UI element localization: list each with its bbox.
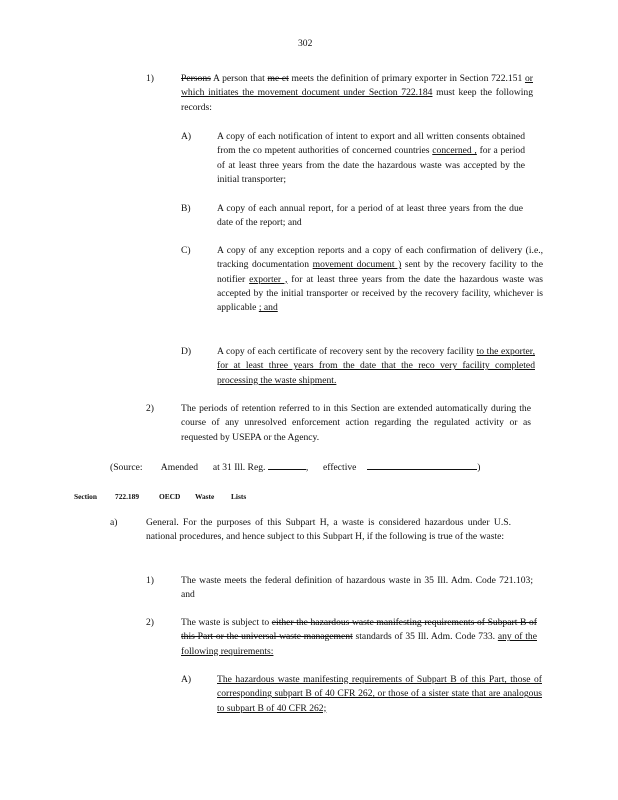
item-2-number: 2) bbox=[146, 403, 154, 414]
section-label: Section bbox=[74, 492, 97, 501]
item-A-text bbox=[217, 130, 525, 187]
text-run: must keep the following records: bbox=[181, 87, 534, 113]
sub-2A-text bbox=[217, 673, 542, 716]
inserted-text: exporter , bbox=[249, 273, 288, 285]
sub-1-number: 1) bbox=[146, 575, 154, 586]
item-1-number: 1) bbox=[146, 73, 154, 84]
sub-1-text: The waste meets the federal definition of hazardous waste in 35 Ill. Adm. Code 721.103; and bbox=[181, 575, 533, 601]
source-amended: Amended bbox=[160, 462, 199, 473]
inserted-text: concerned , bbox=[432, 145, 477, 157]
text-run: for at least three years from the date the hazardous waste was accepted by the initial transporter or received by the recovery facility, whichever is applicable bbox=[217, 273, 544, 314]
section-title-word: Lists bbox=[231, 492, 247, 501]
sub-2-number: 2) bbox=[146, 617, 154, 628]
item-D-number: D) bbox=[181, 346, 192, 357]
sub-2-text bbox=[181, 616, 537, 659]
inserted-text: The hazardous waste manifesting requirements of Subpart B of this Part, those of corresponding subpart B of 40 CFR 262, or those of a sister state that are analogous to subpart B of 40 CFR 262; bbox=[217, 674, 542, 714]
deleted-text: either the hazardous waste manifesting requirements of Subpart B of this Part or the universal waste management bbox=[181, 617, 537, 643]
inserted-text: ; and bbox=[258, 302, 278, 314]
sub-2A-number: A) bbox=[181, 674, 192, 685]
text-run: standards of 35 Ill. Adm. Code 733. bbox=[352, 631, 498, 643]
item-2-text: The periods of retention referred to in this Section are extended automatically during the course of any unresolved enforcement action regarding the regulated activity or as requested by USEPA or the Agency. bbox=[181, 403, 531, 443]
text-run: for a period of at least three years from the date the hazardous waste was accepted by the initial transporter; bbox=[217, 145, 526, 185]
source-register: at 31 Ill. Reg. bbox=[212, 462, 266, 473]
inserted-text: or which initiates the movement document under Section 722.184 bbox=[181, 73, 533, 99]
item-A-number: A) bbox=[181, 131, 192, 142]
item-B-text: A copy of each annual report, for a period of at least three years from the due date of the report; and bbox=[217, 203, 523, 229]
item-D-text bbox=[217, 345, 535, 388]
deleted-text: me et bbox=[267, 73, 289, 84]
item-1-text bbox=[181, 72, 533, 115]
text-run: The waste is subject to bbox=[181, 617, 272, 628]
source-comma: , bbox=[305, 462, 309, 473]
para-a-text: General. For the purposes of this Subpart H, a waste is considered hazardous under U.S. national procedures, and hence subject to this Subpart H, if the following is true of the waste: bbox=[146, 517, 511, 543]
item-C-number: C) bbox=[181, 245, 191, 256]
inserted-text: to the exporter, for at least three years from the date that the reco very facility completed processing the waste shipment. bbox=[217, 346, 535, 386]
inserted-text: movement document ) bbox=[312, 259, 402, 271]
text-run: A copy of each certificate of recovery sent by the recovery facility bbox=[217, 346, 477, 357]
para-a-number: a) bbox=[110, 517, 118, 528]
inserted-text: any of the following requirements: bbox=[181, 631, 537, 657]
section-number: 722.189 bbox=[115, 492, 140, 501]
text-run: A copy of each notification of intent to export and all written consents obtained from the co mpetent authorities of concerned countries bbox=[217, 131, 525, 157]
source-close: ) bbox=[477, 462, 481, 473]
section-title-word: OECD bbox=[159, 492, 181, 501]
text-run: meets the definition of primary exporter in Section 722.151 bbox=[288, 73, 525, 84]
deleted-text: Persons bbox=[181, 73, 211, 84]
source-note bbox=[110, 459, 530, 475]
source-effective: effective bbox=[323, 462, 357, 473]
blank-line bbox=[268, 459, 306, 470]
source-open: (Source: bbox=[110, 462, 143, 473]
page-number: 302 bbox=[298, 38, 313, 49]
text-run: A copy of any exception reports and a copy of each confirmation of delivery (i.e., tracking documentation bbox=[217, 245, 543, 271]
text-run: A person that bbox=[210, 73, 268, 84]
blank-line bbox=[367, 459, 477, 470]
item-B-number: B) bbox=[181, 203, 191, 214]
section-title-word: Waste bbox=[195, 492, 215, 501]
text-run: sent by the recovery facility to the notifier bbox=[217, 259, 544, 285]
item-C-text bbox=[217, 244, 543, 315]
